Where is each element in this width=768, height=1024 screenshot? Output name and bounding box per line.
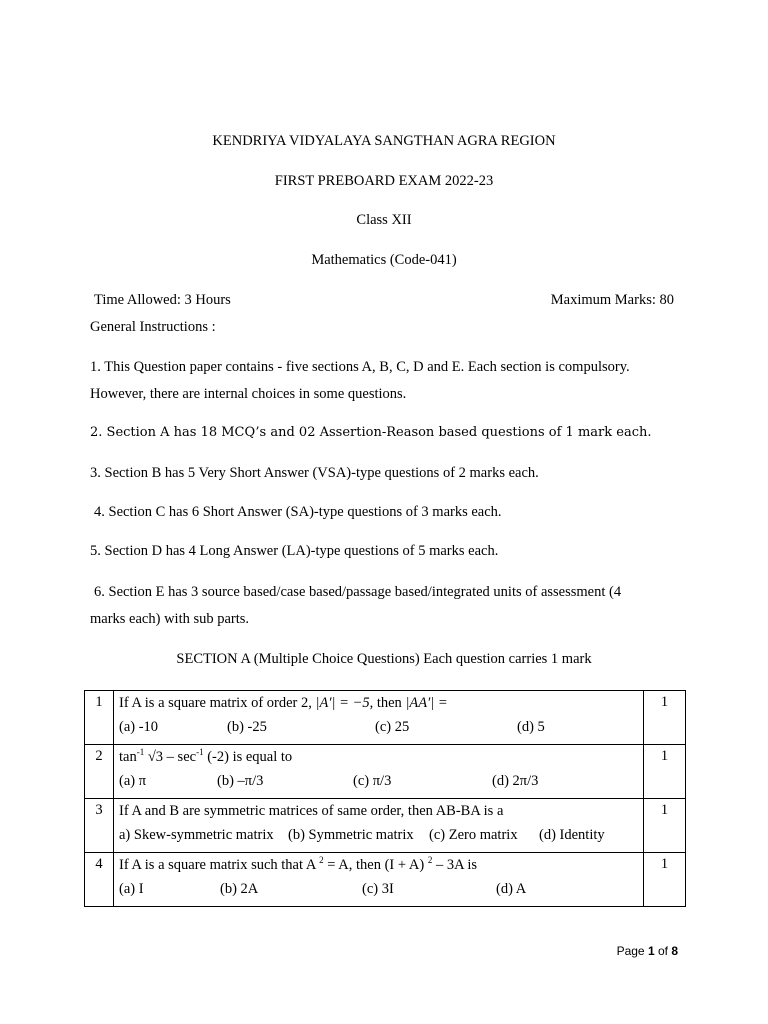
question-text: If A is a square matrix such that A $^2$ = A, then (I + A) $^2$ – 3A is [119,855,478,873]
options-row [119,718,638,740]
instruction-line: 2. Section A has 18 MCQ’s and 02 Assertion-Reason based questions of 1 mark each. [90,425,652,440]
school-name: KENDRIYA VIDYALAYA SANGTHAN AGRA REGION [212,133,556,149]
instruction-line: 4. Section C has 6 Short Answer (SA)-type questions of 3 marks each. [94,504,502,520]
option-c: (c) 3I [362,881,394,897]
question-text: If A is a square matrix of order 2, |A′| = −5, then |AA′| = [119,695,448,711]
question-marks: 1 [644,853,686,907]
options-row [119,826,638,848]
subject-label: Mathematics (Code-041) [311,252,457,268]
question-marks: 1 [644,745,686,799]
current-page: 1 [647,944,655,958]
questions-table [84,690,686,907]
math-expression: |A′| = −5 [315,695,370,711]
instruction-line: marks each) with sub parts. [90,611,250,627]
table-row [85,691,686,745]
question-text: $\tan^{-1} √3 - \sec^{-1} (-2)$ is equal to [119,747,293,765]
table-row [85,853,686,907]
instruction-line: 5. Section D has 4 Long Answer (LA)-type questions of 5 marks each. [90,543,499,559]
option-b: (b) -25 [227,719,267,735]
question-body [114,691,644,745]
math-expression: |AA′| = [405,695,448,711]
class-label: Class XII [356,212,412,228]
question-text: If A and B are symmetric matrices of same order, then AB-BA is a [119,803,504,819]
options-row [119,772,638,794]
option-c: (c) Zero matrix [429,827,518,843]
option-b: (b) Symmetric matrix [288,827,414,843]
question-body [114,853,644,907]
option-a: a) Skew-symmetric matrix [119,827,274,843]
option-a: (a) π [119,773,147,789]
option-c: (c) 25 [375,719,410,735]
question-body [114,799,644,853]
instruction-line: 3. Section B has 5 Very Short Answer (VSA)-type questions of 2 marks each. [90,465,539,481]
question-marks: 1 [644,799,686,853]
option-d: (d) Identity [539,827,605,843]
options-row [119,880,638,902]
instruction-line: However, there are internal choices in some questions. [90,386,407,402]
question-number: 4 [85,853,114,907]
question-number: 1 [85,691,114,745]
option-d: (d) A [496,881,527,897]
instruction-line: 6. Section E has 3 source based/case based/passage based/integrated units of assessment (4 [94,584,622,600]
option-a: (a) -10 [119,719,159,735]
question-number: 3 [85,799,114,853]
table-row [85,799,686,853]
instruction-line: 1. This Question paper contains - five sections A, B, C, D and E. Each section is compulsory. [90,359,630,375]
time-allowed: Time Allowed: 3 Hours [94,292,231,308]
section-a-title: SECTION A (Multiple Choice Questions) Each question carries 1 mark [176,651,592,667]
option-b: (b) 2A [220,881,259,897]
question-marks: 1 [644,691,686,745]
table-row [85,745,686,799]
instructions-heading: General Instructions : [90,319,216,335]
option-d: (d) 2π/3 [492,773,539,789]
option-d: (d) 5 [517,719,545,735]
option-a: (a) I [119,881,144,897]
maximum-marks: Maximum Marks: 80 [550,292,674,308]
total-pages: 8 [671,944,678,958]
page-indicator: Page 1 of 8 [616,944,678,958]
exam-title: FIRST PREBOARD EXAM 2022-23 [274,173,494,189]
option-c: (c) π/3 [353,773,392,789]
question-number: 2 [85,745,114,799]
question-body [114,745,644,799]
option-b: (b) –π/3 [217,773,264,789]
